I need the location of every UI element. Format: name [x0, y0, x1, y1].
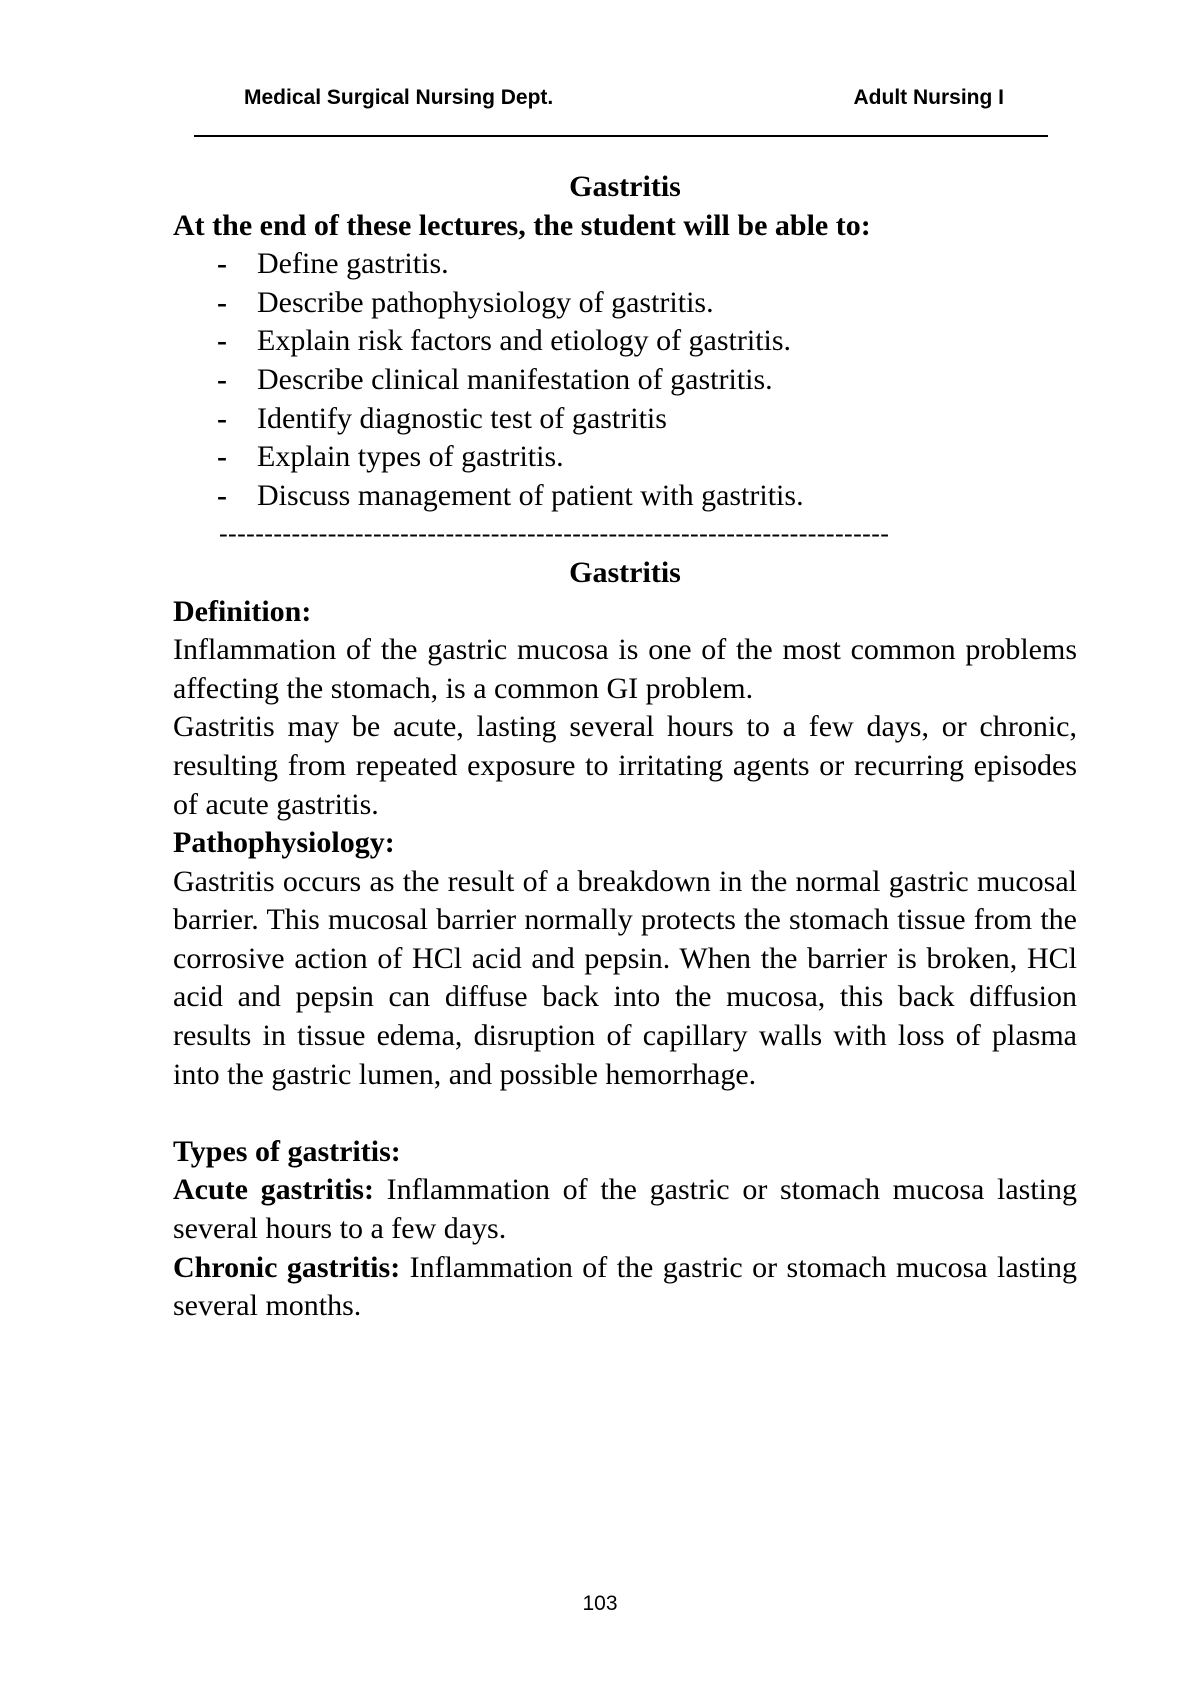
running-header [244, 86, 1004, 116]
objectives-list [173, 245, 1077, 515]
section-separator: -------------------------------------------------------------------------- [219, 519, 890, 549]
objectives-title: Gastritis [569, 170, 681, 203]
chronic-gastritis-paragraph [173, 1249, 1077, 1326]
page-number: 103 [582, 1592, 618, 1615]
objective-item: - Explain risk factors and etiology of gastritis. [173, 322, 1077, 361]
types-heading: Types of gastritis: [173, 1134, 401, 1168]
section-title: Gastritis [569, 555, 681, 589]
definition-heading: Definition: [173, 594, 312, 628]
paragraph-spacer [173, 1094, 1077, 1133]
objective-item: - Describe pathophysiology of gastritis. [173, 284, 1077, 323]
header-department: Medical Surgical Nursing Dept. [244, 86, 554, 109]
acute-gastritis-label: Acute gastritis: [173, 1173, 374, 1207]
pathophysiology-paragraph: Gastritis occurs as the result of a breakdown in the normal gastric mucosal barrier. This mucosal barrier normally protects the stomach tissue from the corrosive action of HCl acid and pepsin. When the barrier is broken, HCl acid and pepsin can diffuse back into the mucosa, this back diffusion results in tissue edema, disruption of capillary walls with loss of plasma into the gastric lumen, and possible hemorrhage. [173, 864, 1077, 1091]
header-course: Adult Nursing I [853, 86, 1004, 109]
pathophysiology-heading: Pathophysiology: [173, 826, 395, 860]
acute-gastritis-text: Inflammation of the gastric or stomach mucosa lasting several hours to a few days. [173, 1173, 1077, 1246]
objective-item: - Discuss management of patient with gastritis. [173, 477, 1077, 516]
header-rule [194, 135, 1048, 137]
objective-item: - Identify diagnostic test of gastritis [173, 400, 1077, 439]
document-body [173, 168, 1077, 1326]
objective-item: - Explain types of gastritis. [173, 438, 1077, 477]
acute-gastritis-paragraph [173, 1171, 1077, 1248]
objective-item: - Define gastritis. [173, 245, 1077, 284]
definition-paragraph-2: Gastritis may be acute, lasting several hours to a few days, or chronic, resulting from repeated exposure to irritating agents or recurring episodes of acute gastritis. [173, 710, 1077, 821]
chronic-gastritis-label: Chronic gastritis: [173, 1250, 401, 1284]
objectives-intro: At the end of these lectures, the student will be able to: [173, 208, 871, 242]
definition-paragraph-1: Inflammation of the gastric mucosa is one of the most common problems affecting the stomach, is a common GI problem. [173, 633, 1077, 705]
objective-item: - Describe clinical manifestation of gastritis. [173, 361, 1077, 400]
chronic-gastritis-text: Inflammation of the gastric or stomach mucosa lasting several months. [173, 1250, 1078, 1323]
